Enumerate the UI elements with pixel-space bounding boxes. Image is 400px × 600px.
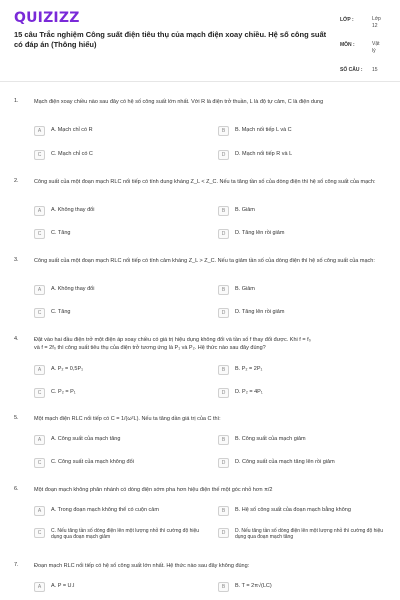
lop-value-line2: 12 [372,23,378,29]
worksheet-title: 15 câu Trắc nghiệm Công suất điện tiêu thụ của mạch điện xoay chiều. Hệ số công suất có đáp án (Thông hiểu) [14,30,327,49]
option-d[interactable] [218,458,388,472]
option-row [34,388,394,402]
option-letter-badge: C [34,388,45,398]
option-text: D. Tăng lên rồi giảm [235,309,285,315]
option-text: C. P₂ = P₁ [51,389,76,395]
question-number: 2. [14,178,19,184]
mon-label: MÔN : [340,42,355,48]
option-text: B. Giảm [235,286,255,292]
question-text: Công suất của một đoạn mạch RLC nối tiếp có tính cảm kháng Z_L > Z_C. Nếu ta giảm tần số của dòng điện thì hệ số công suất của mạch: [34,258,375,264]
option-text: A. P = U.I [51,583,75,589]
option-letter-badge: A [34,582,45,592]
option-letter-badge: A [34,206,45,216]
option-row [34,126,394,140]
option-text: C. Công suất của mạch không đổi [51,459,134,465]
option-b[interactable] [218,126,388,140]
question-number: 1. [14,98,19,104]
option-text: A. Không thay đổi [51,286,95,292]
option-text: D. Công suất của mạch tăng lên rồi giảm [235,459,335,465]
option-c[interactable] [34,308,204,322]
option-row [34,582,394,596]
option-a[interactable] [34,206,204,220]
option-letter-badge: B [218,285,229,295]
question-text-line1: Đặt vào hai đầu điện trở một điện áp xoay chiều có giá trị hiệu dụng không đổi và tần số f thay đổi được. Khi f = f₀ [34,337,311,343]
option-b[interactable] [218,582,388,596]
quizizz-logo: QUIZIZZ [14,10,80,26]
question-number: 7. [14,562,19,568]
question-text: Đoạn mạch RLC nối tiếp có hệ số công suất lớn nhất. Hệ thức nào sau đây không đúng: [34,563,250,569]
option-d[interactable] [218,229,388,243]
option-row [34,229,394,243]
question-number: 3. [14,257,19,263]
option-c[interactable] [34,528,204,542]
lop-value-line1: Lớp [372,16,381,22]
option-letter-badge: B [218,126,229,136]
option-row [34,435,394,449]
option-row [34,528,394,542]
option-text: A. P₂ = 0,5P₁ [51,366,83,372]
option-text: B. Hệ số công suất của đoạn mạch bằng không [235,507,351,513]
option-a[interactable] [34,365,204,379]
option-letter-badge: A [34,506,45,516]
option-letter-badge: B [218,206,229,216]
option-text: C. Mạch chỉ có C [51,151,93,157]
option-letter-badge: B [218,582,229,592]
option-b[interactable] [218,206,388,220]
worksheet-header [0,0,400,82]
option-letter-badge: D [218,229,229,239]
option-row [34,150,394,164]
option-letter-badge: A [34,126,45,136]
option-c[interactable] [34,458,204,472]
option-c[interactable] [34,229,204,243]
option-text: B. P₂ = 2P₁ [235,366,263,372]
option-text: A. Mạch chỉ có R [51,127,93,133]
option-text: A. Công suất của mạch tăng [51,436,121,442]
option-a[interactable] [34,506,204,520]
option-row [34,458,394,472]
option-letter-badge: A [34,435,45,445]
lop-label: LỚP : [340,17,354,23]
option-letter-badge: C [34,458,45,468]
option-text: D. Nếu tăng tần số dòng điện lên một lượng nhỏ thì cường độ hiệu dụng qua đoạn mạch tăng [235,528,384,540]
option-text: B. Mạch nối tiếp L và C [235,127,292,133]
question-text: Một đoạn mạch không phân nhánh có dòng điện sớm pha hơn hiệu điện thế một góc nhỏ hơn π/2 [34,487,273,493]
option-letter-badge: D [218,458,229,468]
option-text: B. T = 2π√(LC) [235,583,272,589]
option-b[interactable] [218,435,388,449]
option-b[interactable] [218,285,388,299]
question-number: 4. [14,336,19,342]
option-letter-badge: A [34,285,45,295]
option-letter-badge: D [218,388,229,398]
so-cau-value: 15 [372,67,378,73]
question-text: Một mạch điện RLC nối tiếp có C = 1/(ω²L). Nếu ta tăng dần giá trị của C thì: [34,416,221,422]
option-row [34,308,394,322]
option-b[interactable] [218,365,388,379]
option-a[interactable] [34,582,204,596]
option-text: D. Mạch nối tiếp R và L [235,151,293,157]
option-row [34,285,394,299]
option-text: A. Trong đoạn mạch không thể có cuộn cảm [51,507,159,513]
question-text [34,336,389,352]
option-a[interactable] [34,285,204,299]
option-letter-badge: B [218,435,229,445]
option-letter-badge: D [218,308,229,318]
option-c[interactable] [34,150,204,164]
question-number: 5. [14,415,19,421]
question-text-line2: và f = 2f₀ thì công suất tiêu thụ của điện trở tương ứng là P₁ và P₂. Hệ thức nào sau đây đúng? [34,345,266,351]
option-c[interactable] [34,388,204,402]
option-d[interactable] [218,528,388,542]
option-text: B. Công suất của mạch giảm [235,436,306,442]
option-letter-badge: C [34,528,45,538]
option-letter-badge: C [34,229,45,239]
option-text: D. P₂ = 4P₁ [235,389,263,395]
option-row [34,206,394,220]
option-text: B. Giảm [235,207,255,213]
mon-value-line2: lý [372,48,376,54]
lop-value [372,16,381,30]
option-text: C. Tăng [51,309,71,315]
question-number: 6. [14,486,19,492]
option-d[interactable] [218,388,388,402]
option-text: D. Tăng lên rồi giảm [235,230,285,236]
option-b[interactable] [218,506,388,520]
option-letter-badge: B [218,506,229,516]
question-text: Công suất của một đoạn mạch RLC nối tiếp có tính dung kháng Z_L < Z_C. Nếu ta tăng tần số của dòng điện thì hệ số công suất của mạch: [34,179,376,185]
option-letter-badge: D [218,150,229,160]
option-a[interactable] [34,126,204,140]
mon-value [372,41,380,55]
option-letter-badge: C [34,308,45,318]
option-letter-badge: D [218,528,229,538]
option-row [34,365,394,379]
mon-value-line1: Vật [372,41,380,47]
option-text: C. Tăng [51,230,71,236]
option-letter-badge: A [34,365,45,375]
option-text: C. Nếu tăng tần số dòng điện lên một lượng nhỏ thì cường độ hiệu dụng qua đoạn mạch giảm [51,528,200,540]
option-d[interactable] [218,308,388,322]
option-letter-badge: B [218,365,229,375]
so-cau-label: SỐ CÂU : [340,67,363,73]
option-row [34,506,394,520]
option-d[interactable] [218,150,388,164]
option-letter-badge: C [34,150,45,160]
option-a[interactable] [34,435,204,449]
question-text: Mạch điện xoay chiều nào sau đây có hệ số công suất lớn nhất. Với R là điện trở thuần, L là độ tự cảm, C là điện dung [34,99,324,105]
option-text: A. Không thay đổi [51,207,95,213]
